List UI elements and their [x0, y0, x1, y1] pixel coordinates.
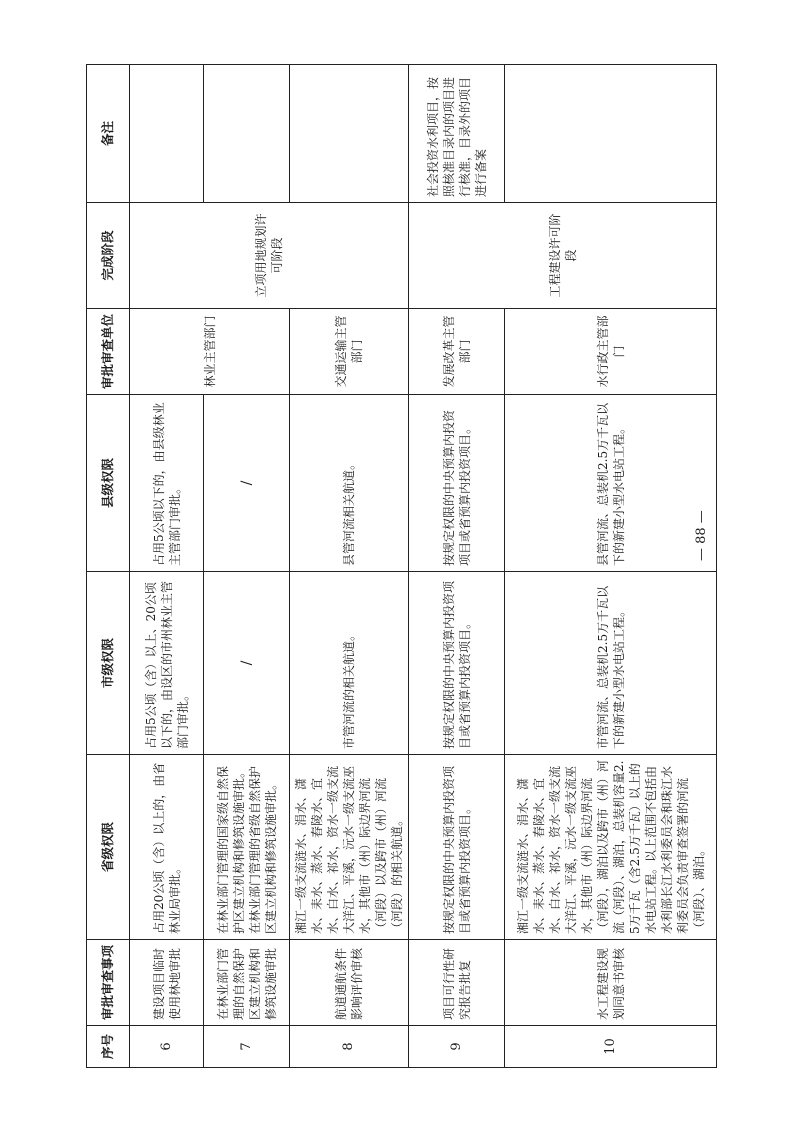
row-remark	[130, 65, 204, 203]
table-header-row	[87, 65, 130, 1068]
row-unit: 林业主管部门	[130, 309, 290, 395]
row-city: 市管河流的相关航道。	[290, 572, 409, 755]
row-seq: 7	[204, 1026, 290, 1068]
row-province: 在林业部门管理的国家级自然保护区建立机构和修筑设施审批。在林业部门管理的省级自然保护区建立机构和修筑设施审批。	[204, 755, 290, 940]
rotated-table-container	[86, 65, 706, 1068]
row-county: 县管河流相关航道。	[290, 395, 409, 572]
row-unit: 水行政主管部门	[505, 309, 717, 395]
row-city: 按规定权限的中央预算内投资项目或省预算内投资项目。	[409, 572, 505, 755]
row-remark	[290, 65, 409, 203]
header-stage: 完成阶段	[87, 203, 130, 309]
table-row	[130, 65, 204, 1068]
row-item: 在林业部门管理的自然保护区建立机构和修筑设施审批	[204, 940, 290, 1026]
row-stage: 工程建设许可阶段	[409, 203, 717, 309]
row-item: 建设项目临时使用林地审批	[130, 940, 204, 1026]
row-unit: 交通运输主管部门	[290, 309, 409, 395]
row-seq: 10	[505, 1026, 717, 1068]
row-province: 按规定权限的中央预算内投资项目或省预算内投资项目。	[409, 755, 505, 940]
row-county: 占用5公顷以下的，由县级林业主管部门审批。	[130, 395, 204, 572]
header-item: 审批审查事项	[87, 940, 130, 1026]
slash-mark: /	[238, 480, 255, 486]
row-city	[204, 572, 290, 755]
row-city: 市管河流、总装机2.5万千瓦以下的新建小型水电站工程。	[505, 572, 717, 755]
row-item: 项目可行性研究报告批复	[409, 940, 505, 1026]
header-city: 市级权限	[87, 572, 130, 755]
slash-mark: /	[238, 660, 255, 666]
row-city: 占用5公顷（含）以上、20公顷以下的，由设区的市州林业主管部门审批。	[130, 572, 204, 755]
row-province: 占用20公顷（含）以上的，由省林业局审批。	[130, 755, 204, 940]
row-county: 按规定权限的中央预算内投资项目或省预算内投资项目。	[409, 395, 505, 572]
header-remark: 备注	[87, 65, 130, 203]
approval-table	[86, 64, 717, 1068]
row-unit: 发展改革主管部门	[409, 309, 505, 395]
header-province: 省级权限	[87, 755, 130, 940]
row-seq: 8	[290, 1026, 409, 1068]
row-remark	[505, 65, 717, 203]
table-row	[409, 65, 505, 1068]
row-item: 水工程建设规划同意书审核	[505, 940, 717, 1026]
row-county	[204, 395, 290, 572]
row-seq: 6	[130, 1026, 204, 1068]
header-unit: 审批审查单位	[87, 309, 130, 395]
header-county: 县级权限	[87, 395, 130, 572]
header-seq: 序号	[87, 1026, 130, 1068]
row-province: 湘江一级支流涟水、涓水、潇水、耒水、蒸水、舂陵水、宜水、白水、祁水，资水一级支流大洋江、平溪，沅水一级支流巫水，其他市（州）际边界河流（河段），湖泊以及跨市（州）河流（河段）、湖泊，总装机容量2.5万千瓦（含2.5万千瓦）以上的水电站工程。以上范围不包括由水利部长江水利委员会和珠江水利委员会负责审查签署的河流（河段）、湖泊。	[505, 755, 717, 940]
row-province: 湘江一级支流涟水、涓水、潇水、耒水、蒸水、舂陵水、宜水、白水、祁水，资水一级支流大洋江、平溪，沅水一级支流巫水，其他市（州）际边界河流（河段）以及跨市（州）河流（河段）的相关航道。	[290, 755, 409, 940]
row-seq: 9	[409, 1026, 505, 1068]
row-remark	[204, 65, 290, 203]
row-item: 航道通航条件影响评价审核	[290, 940, 409, 1026]
row-stage: 立项用地规划许可阶段	[130, 203, 409, 309]
row-remark: 社会投资水利项目，按照核准目录内的项目进行核准，目录外的项目进行备案	[409, 65, 505, 203]
page-number: — 88 —	[694, 510, 709, 561]
row-county: 县管河流、总装机2.5万千瓦以下的新建小型水电站工程。	[505, 395, 717, 572]
